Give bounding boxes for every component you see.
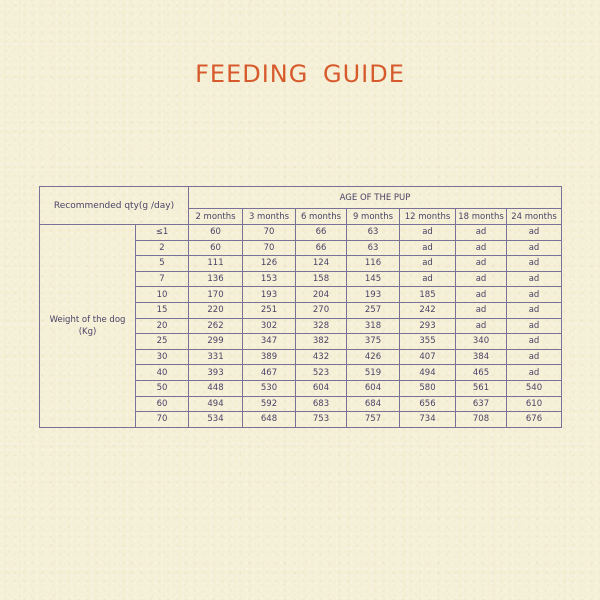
quantity-cell: ad (507, 225, 562, 241)
quantity-cell: 193 (347, 287, 400, 303)
quantity-cell: 734 (400, 412, 456, 428)
quantity-cell: 355 (400, 334, 456, 350)
quantity-cell: 185 (400, 287, 456, 303)
quantity-cell: ad (456, 271, 507, 287)
quantity-cell: ad (507, 256, 562, 272)
quantity-cell: 299 (189, 334, 243, 350)
quantity-cell: 158 (296, 271, 347, 287)
quantity-cell: 519 (347, 365, 400, 381)
weight-cell: 10 (136, 287, 189, 303)
quantity-cell: ad (507, 334, 562, 350)
quantity-cell: 340 (456, 334, 507, 350)
quantity-cell: ad (507, 287, 562, 303)
weight-cell: 20 (136, 318, 189, 334)
quantity-cell: ad (456, 287, 507, 303)
weight-cell: 25 (136, 334, 189, 350)
age-header: AGE OF THE PUP (189, 187, 562, 209)
quantity-cell: 145 (347, 271, 400, 287)
quantity-cell: 684 (347, 396, 400, 412)
quantity-cell: ad (507, 318, 562, 334)
quantity-cell: 116 (347, 256, 400, 272)
weight-cell: 50 (136, 380, 189, 396)
quantity-cell: ad (507, 365, 562, 381)
quantity-cell: ad (456, 240, 507, 256)
quantity-cell: 656 (400, 396, 456, 412)
quantity-cell: 523 (296, 365, 347, 381)
quantity-cell: 426 (347, 349, 400, 365)
quantity-cell: 257 (347, 302, 400, 318)
quantity-cell: 448 (189, 380, 243, 396)
month-header: 2 months (189, 209, 243, 225)
quantity-cell: 580 (400, 380, 456, 396)
quantity-cell: 60 (189, 240, 243, 256)
quantity-cell: ad (456, 302, 507, 318)
quantity-cell: 270 (296, 302, 347, 318)
quantity-cell: 66 (296, 240, 347, 256)
weight-cell: 70 (136, 412, 189, 428)
weight-group-label-line1: Weight of the dog (49, 314, 126, 325)
quantity-cell: ad (507, 240, 562, 256)
quantity-cell: 170 (189, 287, 243, 303)
quantity-cell: 494 (189, 396, 243, 412)
month-header: 24 months (507, 209, 562, 225)
quantity-cell: 637 (456, 396, 507, 412)
weight-cell: 60 (136, 396, 189, 412)
corner-label: Recommended qty(g /day) (40, 187, 189, 225)
quantity-cell: ad (400, 225, 456, 241)
quantity-cell: ad (456, 318, 507, 334)
quantity-cell: 610 (507, 396, 562, 412)
feeding-guide-table (39, 186, 562, 428)
quantity-cell: 432 (296, 349, 347, 365)
quantity-cell: 382 (296, 334, 347, 350)
quantity-cell: ad (507, 349, 562, 365)
weight-cell: 7 (136, 271, 189, 287)
quantity-cell: 604 (296, 380, 347, 396)
quantity-cell: ad (400, 240, 456, 256)
quantity-cell: ad (507, 302, 562, 318)
quantity-cell: 63 (347, 240, 400, 256)
weight-cell: 2 (136, 240, 189, 256)
quantity-cell: 262 (189, 318, 243, 334)
quantity-cell: 328 (296, 318, 347, 334)
weight-cell: 15 (136, 302, 189, 318)
quantity-cell: 220 (189, 302, 243, 318)
quantity-cell: 604 (347, 380, 400, 396)
quantity-cell: ad (400, 256, 456, 272)
weight-group-label-line2: (Kg) (78, 326, 97, 337)
quantity-cell: 347 (243, 334, 296, 350)
quantity-cell: 494 (400, 365, 456, 381)
month-header: 9 months (347, 209, 400, 225)
quantity-cell: 124 (296, 256, 347, 272)
page-title: FEEDING GUIDE (195, 60, 405, 88)
quantity-cell: 136 (189, 271, 243, 287)
quantity-cell: 465 (456, 365, 507, 381)
quantity-cell: 592 (243, 396, 296, 412)
table-row (40, 225, 562, 241)
month-header: 3 months (243, 209, 296, 225)
quantity-cell: 111 (189, 256, 243, 272)
quantity-cell: ad (507, 271, 562, 287)
quantity-cell: 534 (189, 412, 243, 428)
quantity-cell: 389 (243, 349, 296, 365)
quantity-cell: 63 (347, 225, 400, 241)
quantity-cell: 467 (243, 365, 296, 381)
quantity-cell: 70 (243, 240, 296, 256)
quantity-cell: 393 (189, 365, 243, 381)
quantity-cell: 293 (400, 318, 456, 334)
month-header: 6 months (296, 209, 347, 225)
quantity-cell: ad (456, 256, 507, 272)
quantity-cell: 561 (456, 380, 507, 396)
weight-group-label (40, 225, 136, 428)
quantity-cell: 331 (189, 349, 243, 365)
quantity-cell: 540 (507, 380, 562, 396)
quantity-cell: 153 (243, 271, 296, 287)
quantity-cell: 204 (296, 287, 347, 303)
quantity-cell: 60 (189, 225, 243, 241)
quantity-cell: 683 (296, 396, 347, 412)
quantity-cell: 676 (507, 412, 562, 428)
quantity-cell: 242 (400, 302, 456, 318)
quantity-cell: 70 (243, 225, 296, 241)
quantity-cell: 648 (243, 412, 296, 428)
weight-cell: 40 (136, 365, 189, 381)
quantity-cell: 753 (296, 412, 347, 428)
quantity-cell: 384 (456, 349, 507, 365)
quantity-cell: 530 (243, 380, 296, 396)
quantity-cell: 302 (243, 318, 296, 334)
weight-cell: 5 (136, 256, 189, 272)
quantity-cell: 407 (400, 349, 456, 365)
weight-cell: 30 (136, 349, 189, 365)
quantity-cell: 193 (243, 287, 296, 303)
quantity-cell: 66 (296, 225, 347, 241)
quantity-cell: 757 (347, 412, 400, 428)
quantity-cell: 126 (243, 256, 296, 272)
month-header: 18 months (456, 209, 507, 225)
weight-cell: ≤1 (136, 225, 189, 241)
quantity-cell: 251 (243, 302, 296, 318)
quantity-cell: ad (456, 225, 507, 241)
quantity-cell: ad (400, 271, 456, 287)
quantity-cell: 375 (347, 334, 400, 350)
quantity-cell: 708 (456, 412, 507, 428)
quantity-cell: 318 (347, 318, 400, 334)
month-header: 12 months (400, 209, 456, 225)
